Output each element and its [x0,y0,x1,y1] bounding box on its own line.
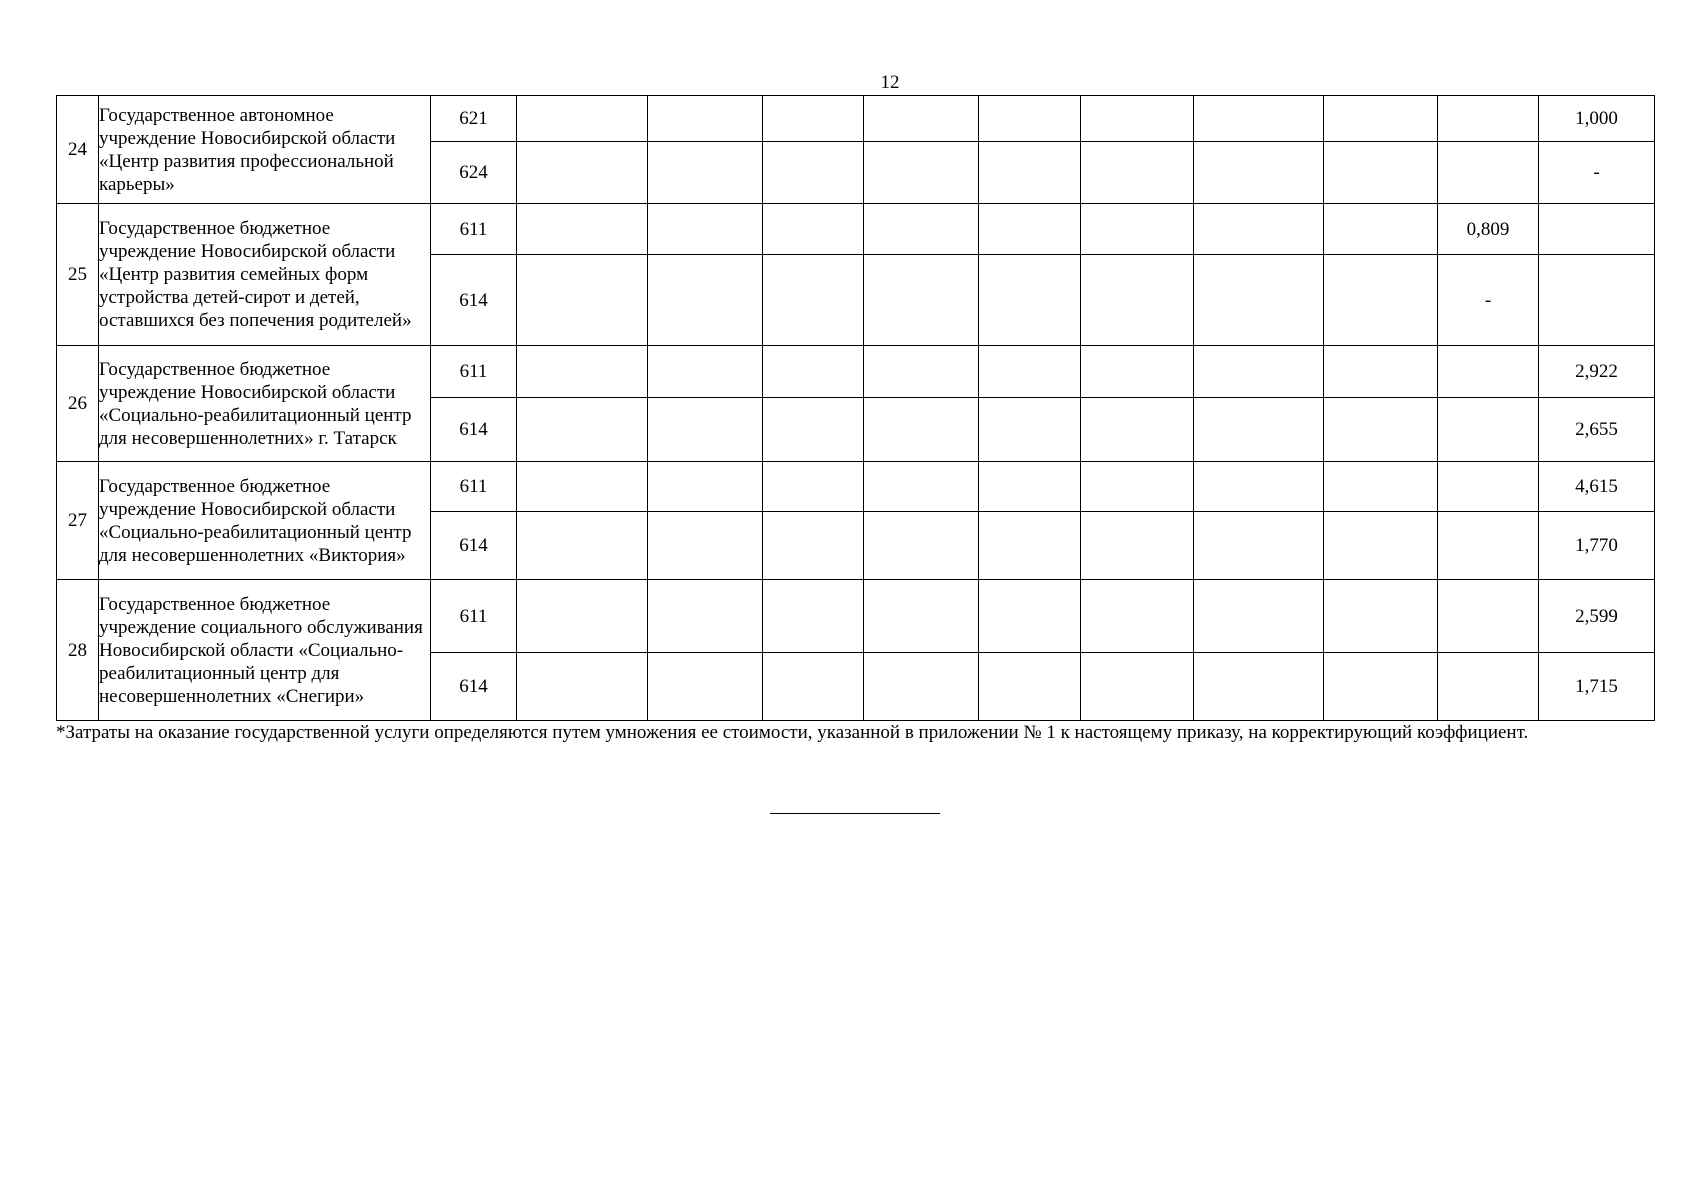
coefficient-cell: 2,599 [1539,580,1655,653]
budget-code: 611 [431,580,517,653]
coefficient-cell [1438,398,1539,462]
row-number: 26 [57,346,99,462]
coefficient-cell [648,96,763,142]
coefficient-cell: 2,655 [1539,398,1655,462]
coefficient-cell [763,204,864,255]
coefficient-cell [1194,653,1324,721]
coefficient-cell [1324,512,1438,580]
row-number: 28 [57,580,99,721]
row-number: 25 [57,204,99,346]
institution-name: Государственное бюджетное учреждение Новосибирской области «Центр развития семейных форм устройства детей-сирот и детей, оставшихся без попечения родителей» [99,204,431,346]
institution-name: Государственное бюджетное учреждение Новосибирской области «Социально-реабилитационный центр для несовершеннолетних «Виктория» [99,462,431,580]
budget-code: 611 [431,204,517,255]
page-number: 12 [880,72,900,93]
coefficient-cell [648,398,763,462]
coefficient-cell [1324,142,1438,204]
coefficient-cell [763,142,864,204]
budget-code: 614 [431,255,517,346]
coefficient-cell [979,462,1081,512]
coefficient-cell: 1,715 [1539,653,1655,721]
coefficient-cell [1081,398,1194,462]
coefficient-cell [979,255,1081,346]
coefficient-cell [864,398,979,462]
coefficient-cell [979,96,1081,142]
coefficient-cell: 1,000 [1539,96,1655,142]
coefficient-cell [1438,653,1539,721]
coefficient-cell [763,653,864,721]
coefficient-cell [1438,142,1539,204]
coefficient-cell [648,204,763,255]
coefficient-cell [979,346,1081,398]
budget-code: 621 [431,96,517,142]
row-number: 24 [57,96,99,204]
coefficient-cell [517,462,648,512]
coefficient-cell [1081,346,1194,398]
coefficient-cell [979,204,1081,255]
coefficient-cell [648,462,763,512]
coefficient-cell [1194,398,1324,462]
coefficient-cell [1324,346,1438,398]
budget-code: 611 [431,462,517,512]
budget-code: 614 [431,512,517,580]
table-row [57,96,1655,142]
coefficient-cell [1081,96,1194,142]
coefficient-cell [648,580,763,653]
coefficient-cell [1081,204,1194,255]
coefficient-cell [864,96,979,142]
institution-name: Государственное бюджетное учреждение социального обслуживания Новосибирской области «Социально-реабилитационный центр для несовершеннолетних «Снегири» [99,580,431,721]
coefficient-cell [1539,255,1655,346]
coefficient-cell [1081,512,1194,580]
coefficient-cell [1081,580,1194,653]
coefficient-cell [517,142,648,204]
coefficient-cell [864,653,979,721]
row-number: 27 [57,462,99,580]
coefficient-cell [517,204,648,255]
coefficient-cell [864,142,979,204]
coefficient-cell [648,346,763,398]
coefficient-cell: - [1438,255,1539,346]
coefficient-cell [1324,96,1438,142]
budget-code: 624 [431,142,517,204]
coefficient-cell [979,653,1081,721]
coefficient-cell [979,580,1081,653]
coefficient-cell [1324,462,1438,512]
coefficient-cell [1194,462,1324,512]
coefficient-cell [648,142,763,204]
coefficient-cell [517,346,648,398]
coefficient-cell [517,398,648,462]
coefficient-cell [648,512,763,580]
coefficient-cell [517,96,648,142]
coefficient-cell [763,462,864,512]
institution-name: Государственное автономное учреждение Новосибирской области «Центр развития профессиональной карьеры» [99,96,431,204]
coefficient-cell [1438,580,1539,653]
coefficient-cell: 1,770 [1539,512,1655,580]
table-body [57,96,1655,721]
coefficient-cell [763,512,864,580]
coefficient-cell [864,462,979,512]
coefficient-cell [648,255,763,346]
budget-code: 614 [431,653,517,721]
coefficient-cell [864,346,979,398]
table-row [57,204,1655,255]
coefficient-cell [1324,580,1438,653]
coefficient-cell [1438,512,1539,580]
coefficient-cell [979,512,1081,580]
budget-code: 614 [431,398,517,462]
coefficient-cell [1194,204,1324,255]
coefficient-cell [1438,462,1539,512]
coefficient-cell [1539,204,1655,255]
coefficient-cell: 4,615 [1539,462,1655,512]
coefficient-cell [763,580,864,653]
coefficient-cell [1081,142,1194,204]
coefficient-cell [979,142,1081,204]
institution-name: Государственное бюджетное учреждение Новосибирской области «Социально-реабилитационный центр для несовершеннолетних» г. Татарск [99,346,431,462]
coefficient-cell [763,398,864,462]
coefficient-cell [1438,96,1539,142]
coefficient-cell [1081,462,1194,512]
coefficient-cell [1438,346,1539,398]
table-row [57,580,1655,653]
coefficient-cell [1081,255,1194,346]
footnote: *Затраты на оказание государственной услуги определяются путем умножения ее стоимости, указанной в приложении № 1 к настоящему приказу, на корректирующий коэффициент. [56,722,1529,743]
coefficient-cell [763,96,864,142]
coefficient-cell [979,398,1081,462]
table-row [57,462,1655,512]
coefficient-cell [1324,653,1438,721]
coefficient-cell [517,653,648,721]
coefficient-cell [864,512,979,580]
coefficient-cell [1324,398,1438,462]
coefficient-cell [763,346,864,398]
coefficient-cell [1194,580,1324,653]
coefficient-cell [864,204,979,255]
coefficient-cell: 2,922 [1539,346,1655,398]
coefficient-cell [517,512,648,580]
coefficient-cell: - [1539,142,1655,204]
coefficient-cell [864,255,979,346]
coefficient-cell [1194,255,1324,346]
coefficient-cell [517,580,648,653]
end-separator-line [770,813,940,814]
coefficient-cell [1194,96,1324,142]
coefficient-cell [1194,346,1324,398]
table-row [57,346,1655,398]
budget-code: 611 [431,346,517,398]
coefficient-cell [1324,255,1438,346]
coefficient-cell [864,580,979,653]
cost-coefficient-table [56,95,1655,721]
coefficient-cell [763,255,864,346]
coefficient-cell: 0,809 [1438,204,1539,255]
coefficient-cell [1194,512,1324,580]
coefficient-cell [1324,204,1438,255]
coefficient-cell [648,653,763,721]
coefficient-cell [1081,653,1194,721]
coefficient-cell [517,255,648,346]
coefficient-cell [1194,142,1324,204]
